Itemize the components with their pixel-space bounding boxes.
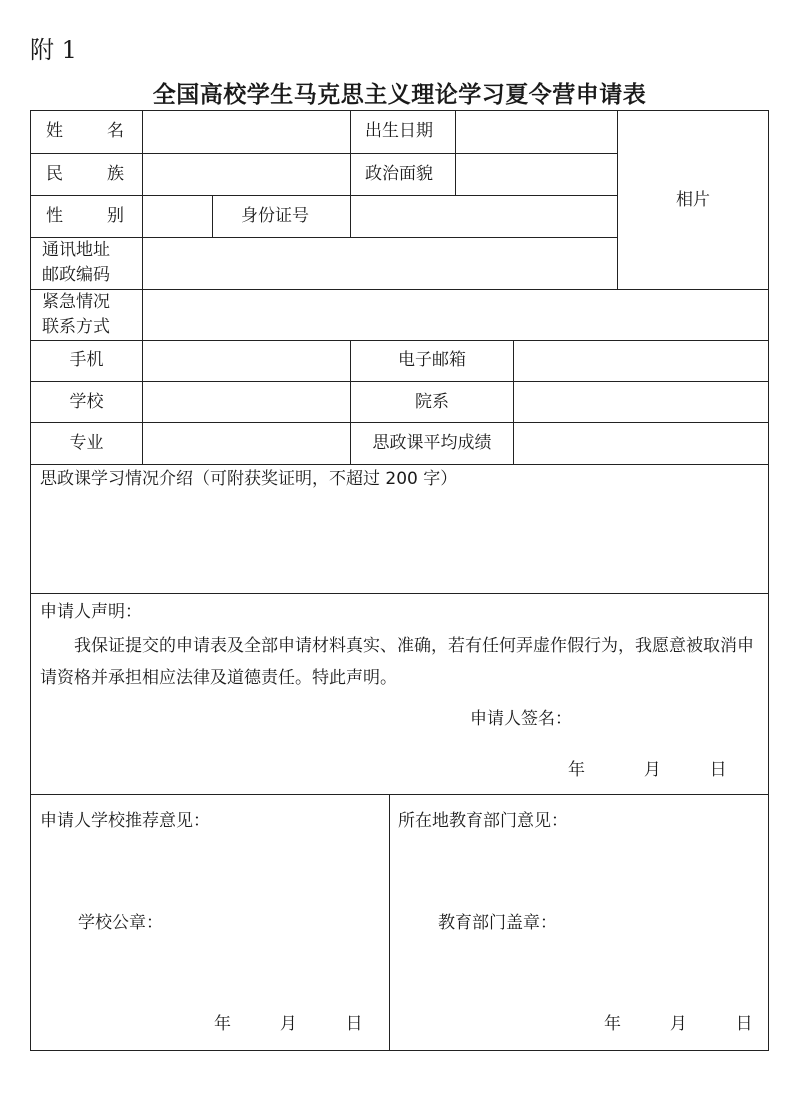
school-opinion-heading: 申请人学校推荐意见： [40, 811, 210, 831]
department-value[interactable] [514, 382, 767, 421]
label-ideology-score: 思政课平均成绩 [372, 433, 492, 453]
school-value[interactable] [143, 382, 349, 421]
political-status-value[interactable] [456, 154, 616, 194]
label-school: 学校 [69, 392, 104, 412]
gender-value[interactable] [143, 196, 211, 236]
name-value[interactable] [143, 111, 349, 152]
photo-box[interactable]: 相片 [676, 190, 710, 210]
label-address: 通讯地址 邮政编码 [42, 240, 110, 285]
education-opinion-date: 年 月 日 [604, 1014, 753, 1034]
label-mobile: 手机 [69, 350, 104, 370]
ideology-score-value[interactable] [514, 423, 767, 463]
major-value[interactable] [143, 423, 349, 463]
id-number-value[interactable] [351, 196, 616, 236]
label-ethnicity: 民 族 [46, 164, 124, 184]
signature-label: 申请人签名： [470, 709, 572, 729]
email-value[interactable] [514, 341, 767, 380]
annex-label: 附 1 [30, 36, 77, 64]
declaration-date: 年 月 日 [568, 760, 727, 780]
education-seal-label: 教育部门盖章： [438, 913, 557, 933]
label-department: 院系 [415, 392, 449, 412]
label-birth-date: 出生日期 [365, 121, 433, 141]
emergency-contact-value[interactable] [143, 290, 767, 339]
label-emergency-contact: 紧急情况 联系方式 [42, 292, 110, 337]
study-intro-area[interactable] [31, 495, 767, 592]
label-major: 专业 [69, 433, 104, 453]
birth-date-value[interactable] [456, 111, 616, 152]
address-value[interactable] [143, 238, 616, 288]
school-seal-label: 学校公章： [78, 913, 163, 933]
label-name: 姓 名 [46, 121, 124, 141]
school-opinion-date: 年 月 日 [214, 1014, 363, 1034]
label-gender: 性 别 [46, 206, 124, 226]
education-opinion-heading: 所在地教育部门意见： [398, 811, 568, 831]
label-political-status: 政治面貌 [365, 164, 433, 184]
study-intro-label: 思政课学习情况介绍（可附获奖证明，不超过 200 字） [40, 469, 458, 489]
label-email: 电子邮箱 [398, 350, 466, 370]
label-id-number: 身份证号 [241, 206, 309, 226]
mobile-value[interactable] [143, 341, 349, 380]
ethnicity-value[interactable] [143, 154, 349, 194]
declaration-text: 我保证提交的申请表及全部申请材料真实、准确，若有任何弄虚作假行为，我愿意被取消申请资格并承担相应法律及道德责任。特此声明。 [40, 636, 754, 688]
declaration-heading: 申请人声明： [40, 602, 142, 622]
form-title: 全国高校学生马克思主义理论学习夏令营申请表 [152, 82, 647, 108]
